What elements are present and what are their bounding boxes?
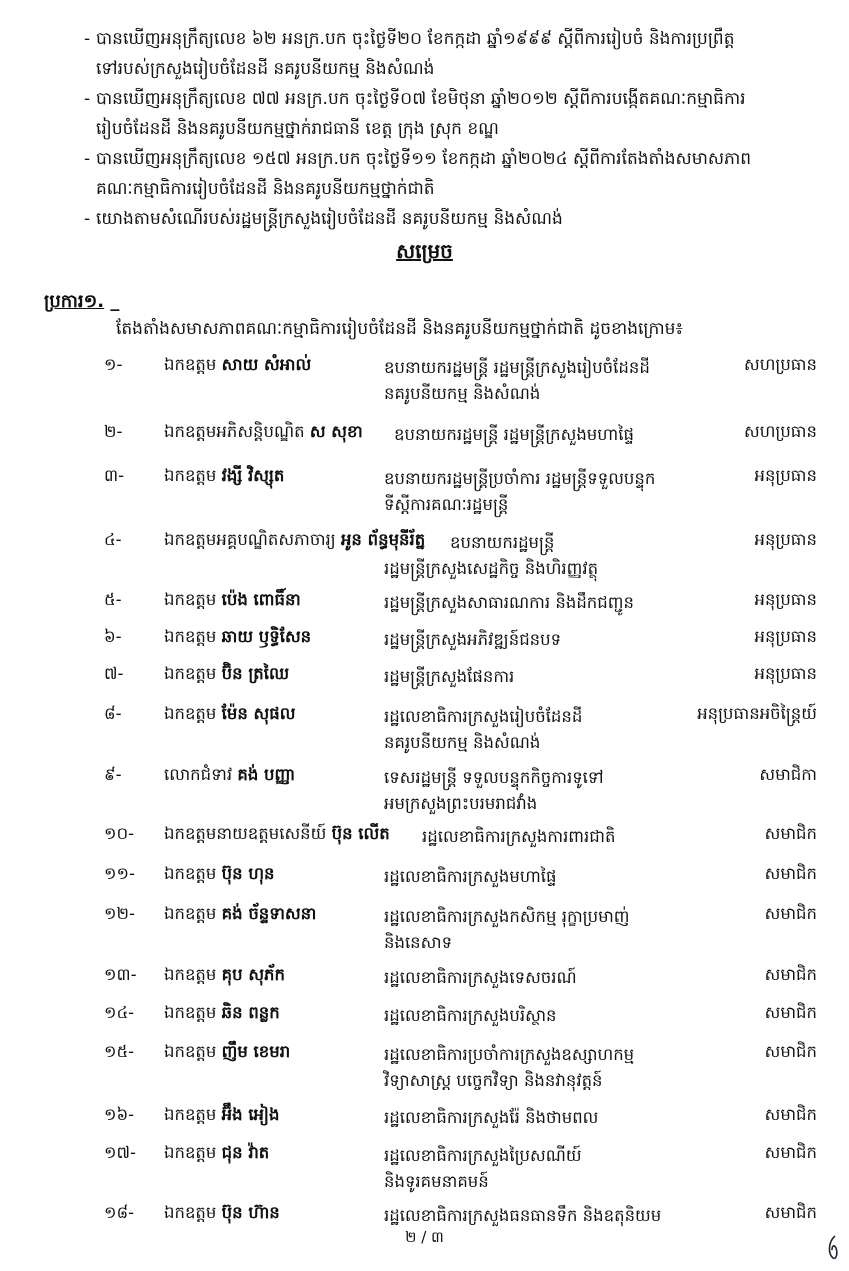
member-number: ១៤-	[104, 1003, 135, 1022]
member-number: ៦-	[104, 627, 122, 646]
member-position-line: ឧបនាយករដ្ឋមន្ត្រី រដ្ឋមន្ត្រីក្រសួងមហាផ្ទៃ	[394, 425, 634, 444]
member-name: អូន ព័ន្ធមុនីរ័ត្ន	[340, 530, 426, 549]
member-number: ៨-	[104, 704, 122, 723]
member-role: សមាជិក	[764, 1143, 817, 1162]
member-role: សមាជិក	[764, 904, 817, 923]
member-position-line: អមក្រសួងព្រះបរមរាជវាំង	[384, 794, 538, 813]
member-position-line: ទេសរដ្ឋមន្ត្រី ទទួលបន្ទុកកិច្ចការទូទៅ	[384, 768, 604, 787]
preamble-line-cont: គណៈកម្មាធិការរៀបចំដែនដី និងនគរូបនីយកម្មថ្នាក់ជាតិ	[96, 179, 435, 199]
member-position	[384, 1105, 734, 1131]
member-title	[164, 530, 425, 554]
member-position	[384, 1042, 734, 1094]
member-honorific: ឯកឧត្តម	[164, 664, 217, 683]
member-position-line: រដ្ឋលេខាធិការក្រសួងរ៉ែ និងថាមពល	[384, 1108, 599, 1127]
member-position	[384, 864, 734, 890]
member-title	[164, 1003, 280, 1027]
member-position-line: ឧបនាយករដ្ឋមន្ត្រី	[450, 533, 555, 552]
member-name: គុប សុភ័ក	[221, 965, 285, 984]
member-position-line: និងទូរគមនាគមន៍	[384, 1172, 489, 1191]
member-position-line: រដ្ឋមន្ត្រីក្រសួងសាធារណការ និងដឹកជញ្ជូន	[384, 593, 634, 612]
member-number: ១៣-	[104, 965, 137, 984]
member-number: ១១-	[104, 864, 135, 883]
member-role: សមាជិក	[764, 824, 817, 843]
member-honorific: ឯកឧត្តមនាយឧត្តមសេនីយ៍	[164, 824, 327, 843]
member-honorific: ឯកឧត្តម	[164, 904, 217, 923]
preamble	[84, 24, 824, 234]
member-position-line: និងនេសាទ	[384, 933, 453, 952]
member-honorific: ឯកឧត្តម	[164, 965, 217, 984]
preamble-line: - យោងតាមសំណើរបស់រដ្ឋមន្ត្រីក្រសួងរៀបចំដែនដី នគរូបនីយកម្ម និងសំណង់	[84, 209, 563, 229]
member-role: សមាជិក	[764, 1105, 817, 1124]
member-number: ១៦-	[104, 1105, 135, 1124]
member-name: សាយ សំអាល់	[221, 355, 312, 374]
member-name: ស សុខា	[309, 422, 363, 441]
member-number: ៧-	[104, 664, 124, 683]
member-name: ប៊ុន ហ៊ាន	[221, 1203, 280, 1222]
member-number: ៣-	[104, 466, 125, 485]
member-honorific: ឯកឧត្តម	[164, 1203, 217, 1222]
initial-signature-icon	[826, 1232, 842, 1262]
member-role: សមាជិក	[764, 965, 817, 984]
member-role: អនុប្រធាន	[754, 664, 817, 683]
article-label: ប្រការ១. _	[44, 291, 120, 312]
member-role: អនុប្រធាន	[754, 627, 817, 646]
member-position-line: វិទ្យាសាស្ត្រ បច្ចេកវិទ្យា និងនវានុវត្តន៍	[384, 1071, 603, 1090]
member-position	[422, 824, 772, 850]
member-position-line: រដ្ឋលេខាធិការក្រសួងកសិកម្ម រុក្ខាប្រមាញ់	[384, 907, 630, 926]
member-honorific: ឯកឧត្តមអគ្គបណ្ឌិតសភាចារ្យ	[164, 530, 336, 549]
member-name: ប៊ិន ត្រឈៃ	[221, 664, 290, 683]
member-position-line: នគរូបនីយកម្ម និងសំណង់	[384, 733, 541, 752]
member-position	[384, 466, 734, 518]
member-title	[164, 1203, 280, 1227]
member-title	[164, 1105, 279, 1129]
member-honorific: ឯកឧត្តម	[164, 864, 217, 883]
member-role: សហប្រធាន	[744, 355, 817, 374]
member-position-line: ទីស្តីការគណៈរដ្ឋមន្ត្រី	[384, 495, 509, 514]
member-title	[164, 1143, 269, 1167]
member-name: ប៉េង ពោធិ៍នា	[221, 590, 301, 609]
preamble-line-cont: រៀបចំដែនដី និងនគរូបនីយកម្មថ្នាក់រាជធានី ខេត្ត ក្រុង ស្រុក ខណ្ឌ	[96, 119, 499, 139]
member-number: ៤-	[104, 530, 122, 549]
member-role: អនុប្រធានអចិន្ត្រៃយ៍	[697, 704, 817, 723]
member-honorific: ឯកឧត្តម	[164, 704, 217, 723]
member-role: សហប្រធាន	[744, 422, 817, 441]
article-intro: តែងតាំងសមាសភាពគណៈកម្មាធិការរៀបចំដែនដី និងនគរូបនីយកម្មថ្នាក់ជាតិ ដូចខាងក្រោម៖	[116, 319, 683, 339]
member-position	[394, 422, 744, 448]
member-honorific: ឯកឧត្តម	[164, 466, 217, 485]
member-position-line: រដ្ឋលេខាធិការក្រសួងបរិស្ថាន	[384, 1006, 557, 1025]
member-name: អ៊ឹង អៀង	[221, 1105, 280, 1124]
member-number: ១៧-	[104, 1143, 136, 1162]
member-honorific: ឯកឧត្តម	[164, 1042, 217, 1061]
member-title	[164, 355, 311, 379]
member-name: វង្សី វិស្សុត	[221, 466, 285, 485]
member-position-line: រដ្ឋលេខាធិការប្រចាំការក្រសួងឧស្សាហកម្ម	[384, 1045, 635, 1064]
member-position-line: រដ្ឋលេខាធិការក្រសួងរៀបចំដែនដី	[384, 707, 583, 726]
member-position	[384, 1143, 734, 1195]
member-position-line: រដ្ឋលេខាធិការក្រសួងការពារជាតិ	[422, 827, 616, 846]
member-title	[164, 590, 301, 614]
member-title	[164, 765, 295, 789]
member-number: ១-	[104, 355, 123, 374]
member-honorific: ឯកឧត្តម	[164, 355, 217, 374]
member-number: ១២-	[104, 904, 135, 923]
member-honorific: លោកជំទាវ	[164, 765, 233, 784]
member-honorific: ឯកឧត្តម	[164, 1105, 217, 1124]
member-role: សមាជិក	[764, 864, 817, 883]
member-position	[384, 1203, 734, 1229]
member-name: គង់ បញ្ញា	[237, 765, 296, 784]
member-position-line: រដ្ឋលេខាធិការក្រសួងប្រៃសណីយ៍	[384, 1146, 582, 1165]
member-number: ១០-	[104, 824, 135, 843]
member-title	[164, 466, 284, 490]
member-honorific: ឯកឧត្តម	[164, 1003, 217, 1022]
member-position	[384, 355, 734, 407]
preamble-line: - បានឃើញអនុក្រឹត្យលេខ ១៥៧ អនក្រ.បក ចុះថ្ងៃទី១១ ខែកក្កដា ឆ្នាំ២០២៤ ស្តីពីការតែងតាំងសមាសភាព	[84, 149, 752, 169]
member-position-line: រដ្ឋលេខាធិការក្រសួងធនធានទឹក និងឧតុនិយម	[384, 1206, 662, 1225]
member-position-line: នគរូបនីយកម្ម និងសំណង់	[384, 384, 541, 403]
member-name: ប៊ុន លើត	[331, 824, 390, 843]
member-position	[384, 664, 734, 690]
member-name: ប៊ុន ហុន	[221, 864, 275, 883]
member-position-line: រដ្ឋលេខាធិការក្រសួងទេសចរណ៍	[384, 968, 577, 987]
member-role: អនុប្រធាន	[754, 590, 817, 609]
member-position	[384, 765, 734, 817]
member-position	[384, 704, 734, 756]
member-title	[164, 864, 275, 888]
member-position	[384, 965, 734, 991]
member-position-line: រដ្ឋមន្ត្រីក្រសួងផែនការ	[384, 667, 515, 686]
member-name: ញឹម ខេមរា	[221, 1042, 291, 1061]
member-title	[164, 627, 311, 651]
member-name: ម៉ែន សុផល	[221, 704, 296, 723]
member-position	[384, 590, 734, 616]
member-position-line: ឧបនាយករដ្ឋមន្ត្រីប្រចាំការ រដ្ឋមន្ត្រីទទួលបន្ទុក	[384, 469, 656, 488]
member-title	[164, 422, 363, 446]
member-title	[164, 904, 316, 928]
member-position-line: រដ្ឋមន្ត្រីក្រសួងសេដ្ឋកិច្ច និងហិរញ្ញវត្ថុ	[384, 559, 599, 578]
member-number: ១៥-	[104, 1042, 135, 1061]
member-name: ឆិន ពន្លក	[221, 1003, 280, 1022]
member-name: ជុន វ៉ាត	[221, 1143, 270, 1162]
member-name: គង់ ច័ន្ទទាសនា	[221, 904, 317, 923]
preamble-line-cont: ទៅរបស់ក្រសួងរៀបចំដែនដី នគរូបនីយកម្ម និងសំណង់	[96, 59, 435, 79]
member-honorific: ឯកឧត្តមអភិសន្តិបណ្ឌិត	[164, 422, 305, 441]
member-number: ២-	[104, 422, 123, 441]
member-name: ឆាយ ឫទ្ធិសែន	[221, 627, 312, 646]
member-position-line: រដ្ឋមន្ត្រីក្រសួងអភិវឌ្ឍន៍ជនបទ	[384, 630, 562, 649]
member-role: សមាជិក	[764, 1203, 817, 1222]
member-title	[164, 704, 295, 728]
member-honorific: ឯកឧត្តម	[164, 590, 217, 609]
page-number: ២ / ៣	[405, 1228, 444, 1246]
member-position-line: រដ្ឋលេខាធិការក្រសួងមហាផ្ទៃ	[384, 867, 557, 886]
member-title	[164, 1042, 290, 1066]
member-position	[384, 627, 734, 653]
member-role: អនុប្រធាន	[754, 530, 817, 549]
member-honorific: ឯកឧត្តម	[164, 1143, 217, 1162]
member-role: អនុប្រធាន	[754, 466, 817, 485]
member-role: សមាជិក	[764, 1003, 817, 1022]
member-position-line: ឧបនាយករដ្ឋមន្ត្រី រដ្ឋមន្ត្រីក្រសួងរៀបចំដែនដី	[384, 358, 650, 377]
member-position	[384, 1003, 734, 1029]
member-role: សមាជិកា	[759, 765, 817, 784]
member-position	[384, 904, 734, 956]
member-number: ៩-	[104, 765, 122, 784]
preamble-line: - បានឃើញអនុក្រឹត្យលេខ ៦២ អនក្រ.បក ចុះថ្ងៃទី២០ ខែកក្កដា ឆ្នាំ១៩៩៩ ស្តីពីការរៀបចំ និងការប្រព្រឹត្ត	[84, 29, 735, 49]
member-number: ៥-	[104, 590, 122, 609]
member-honorific: ឯកឧត្តម	[164, 627, 217, 646]
member-title	[164, 965, 285, 989]
preamble-line: - បានឃើញអនុក្រឹត្យលេខ ៧៧ អនក្រ.បក ចុះថ្ងៃទី០៧ ខែមិថុនា ឆ្នាំ២០១២ ស្តីពីការបង្កើតគណៈកម្មាធិការ	[84, 89, 746, 109]
member-title	[164, 824, 390, 848]
member-role: សមាជិក	[764, 1042, 817, 1061]
member-number: ១៨-	[104, 1203, 135, 1222]
member-title	[164, 664, 289, 688]
member-position	[384, 530, 800, 582]
decision-heading: សម្រេច	[396, 239, 453, 263]
